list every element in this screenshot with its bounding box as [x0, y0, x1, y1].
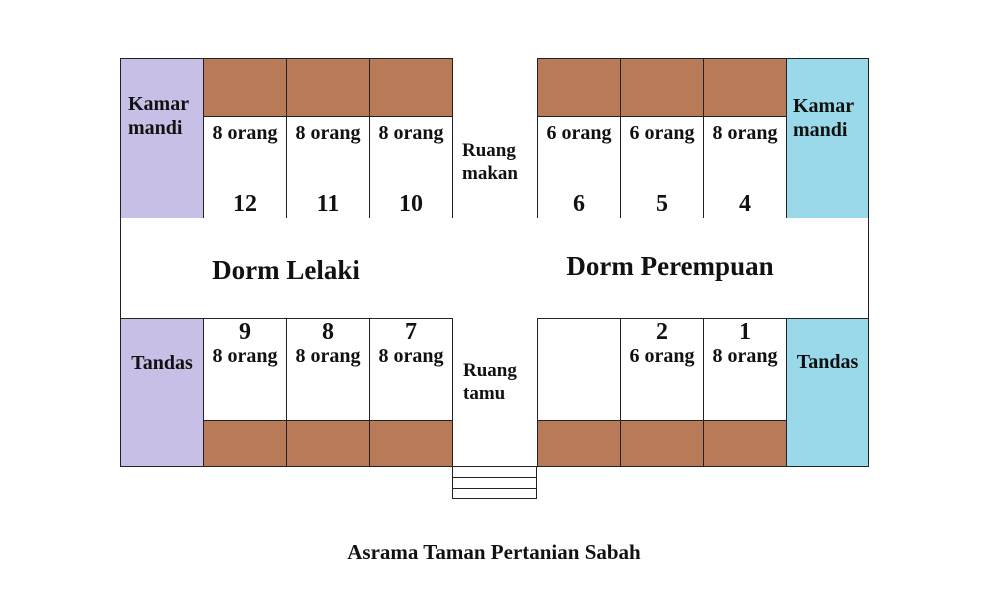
room-11: [286, 58, 370, 219]
room-band: [370, 59, 452, 117]
room-band: [287, 59, 369, 117]
room-7: [369, 318, 453, 467]
bathroom-top-right: [786, 58, 869, 219]
room-number: 8: [322, 319, 334, 345]
room-band: [538, 420, 620, 466]
room-1: [703, 318, 787, 467]
room-band: [704, 59, 786, 117]
toilet-bottom-left: [120, 318, 204, 467]
room-band: [704, 420, 786, 466]
toilet-bottom-left-label: Tandas: [131, 352, 193, 374]
bathroom-top-left-label: Kamar mandi: [128, 93, 189, 139]
room-band: [621, 420, 703, 466]
room-band: [204, 420, 286, 466]
room-capacity: 8 orang: [212, 345, 278, 367]
room-5: [620, 58, 704, 219]
toilet-bottom-right-label: Tandas: [796, 351, 859, 373]
room-number: 9: [239, 319, 251, 345]
room-capacity: 8 orang: [712, 122, 778, 144]
room-band: [287, 420, 369, 466]
room-number: 4: [739, 191, 751, 217]
room-capacity: 8 orang: [295, 122, 361, 144]
entrance-stairs: [452, 466, 537, 499]
stair-step: [453, 477, 536, 478]
room-capacity: 8 orang: [295, 345, 361, 367]
room-capacity: 6 orang: [629, 345, 695, 367]
room-band: [538, 59, 620, 117]
room-9: [203, 318, 287, 467]
room-8: [286, 318, 370, 467]
living-room-label: Ruang tamu: [463, 360, 517, 404]
room-unnumbered: [537, 318, 621, 467]
male-dorm-label: Dorm Lelaki: [212, 255, 360, 285]
room-number: 6: [573, 191, 585, 217]
room-band: [621, 59, 703, 117]
dining-hall-label: Ruang makan: [462, 140, 518, 184]
room-number: 2: [656, 319, 668, 345]
room-4: [703, 58, 787, 219]
room-band: [204, 59, 286, 117]
room-12: [203, 58, 287, 219]
room-number: 12: [233, 191, 257, 217]
room-capacity: 8 orang: [378, 345, 444, 367]
dining-hall: [453, 58, 537, 218]
room-capacity: 8 orang: [378, 122, 444, 144]
bathroom-top-left: [120, 58, 204, 219]
room-2: [620, 318, 704, 467]
room-10: [369, 58, 453, 219]
bathroom-top-right-label: Kamar mandi: [793, 95, 854, 141]
toilet-bottom-right: [786, 318, 869, 467]
room-number: 11: [316, 191, 340, 217]
room-capacity: 8 orang: [212, 122, 278, 144]
stair-step: [453, 488, 536, 489]
diagram-caption: Asrama Taman Pertanian Sabah: [347, 540, 641, 564]
room-band: [370, 420, 452, 466]
living-room: [453, 319, 537, 466]
room-number: 10: [399, 191, 423, 217]
room-number: 5: [656, 191, 668, 217]
room-capacity: 6 orang: [546, 122, 612, 144]
room-6: [537, 58, 621, 219]
room-capacity: 6 orang: [629, 122, 695, 144]
female-dorm-label: Dorm Perempuan: [566, 251, 774, 281]
room-capacity: 8 orang: [712, 345, 778, 367]
room-number: 7: [405, 319, 417, 345]
room-number: 1: [739, 319, 751, 345]
